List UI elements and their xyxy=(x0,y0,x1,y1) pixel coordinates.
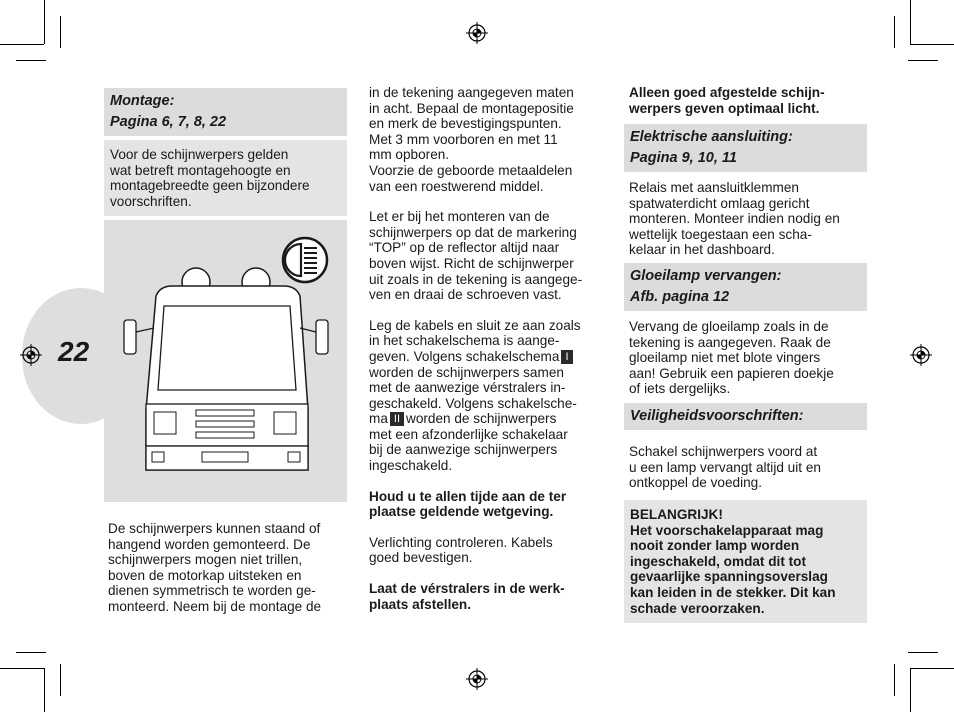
paragraph: Vervang de gloeilamp zoals in de tekening is aangegeven. Raak de gloeilamp niet met blote vingers aan! Gebruik een papieren doekje of iets dergelijks. xyxy=(629,319,834,397)
note-text: Voor de schijnwerpers gelden wat betreft montagehoogte en montagebreedte geen bijzondere voorschriften. xyxy=(110,147,310,209)
heading-text: Montage: Pagina 6, 7, 8, 22 xyxy=(110,93,227,130)
paragraph: Verlichting controleren. Kabels goed bevestigen. xyxy=(369,534,553,566)
crop-mark xyxy=(910,44,954,45)
crop-mark xyxy=(44,668,45,712)
paragraph: Relais met aansluitklemmen spatwaterdicht omlaag gericht monteren. Monteer indien nodig en wettelijk toegestaan een scha- kelaar in het dashboard. xyxy=(629,180,840,258)
crop-mark xyxy=(44,0,45,44)
paragraph-part: worden de schijnwerpers met een afzonderlijke schakelaar bij de aanwezige schijnwerpers ingeschakeld. xyxy=(369,411,568,474)
section-heading-montage xyxy=(104,88,347,136)
warning-title: BELANGRIJK! xyxy=(630,507,723,522)
registration-mark-icon xyxy=(466,668,488,690)
column-3-text xyxy=(629,319,874,397)
crop-mark xyxy=(910,668,954,669)
paragraph: Let er bij het monteren van de schijnwerpers op dat de markering “TOP” op de reflector altijd naar boven wijst. Richt de schijnwerper uit zoals in de tekening is aangege- ven en draai de schroeven vast. xyxy=(369,209,583,303)
section-heading-electrical xyxy=(624,124,867,172)
truck-illustration xyxy=(104,220,347,502)
column-3-text xyxy=(629,180,874,258)
column-3-intro xyxy=(629,85,874,116)
schema-chip: I xyxy=(561,350,572,364)
crop-mark xyxy=(894,664,895,696)
registration-mark-icon xyxy=(466,22,488,44)
section-heading-bulb xyxy=(624,263,867,311)
crop-mark xyxy=(60,16,61,48)
column-3-text xyxy=(629,444,874,491)
crop-mark xyxy=(894,16,895,48)
column-2 xyxy=(369,85,614,612)
schema-chip: II xyxy=(390,412,404,426)
paragraph: in de tekening aangegeven maten in acht. Bepaal de montagepositie en merk de bevestigingspunten. Met 3 mm voorboren en met 11 mm opboren. Voorzie de geboorde metaaldelen van een roestwerend middel. xyxy=(369,85,574,194)
high-beam-icon xyxy=(283,238,327,282)
paragraph-part: worden de schijnwerpers samen met de aanwezige vérstralers in- geschakeld. Volgens schakelsche- ma xyxy=(369,364,577,427)
crop-mark xyxy=(908,652,938,653)
column-1-bottom xyxy=(108,521,353,615)
paragraph-bold: Alleen goed afgestelde schijn- werpers geven optimaal licht. xyxy=(629,85,825,116)
crop-mark xyxy=(0,668,44,669)
crop-mark xyxy=(16,652,46,653)
warning-text: Het voorschakelapparaat mag nooit zonder lamp worden ingeschakeld, omdat dit tot gevaarlijke spanningsoverslag kan leiden in de stekker. Dit kan schade veroorzaken. xyxy=(630,522,836,616)
heading-text: Elektrische aansluiting: Pagina 9, 10, 11 xyxy=(630,129,793,166)
paragraph-part: Leg de kabels en sluit ze aan zoals in het schakelschema is aange- geven. Volgens schakelschema xyxy=(369,317,581,364)
crop-mark xyxy=(0,44,44,45)
note-box xyxy=(104,140,347,216)
crop-mark xyxy=(910,668,911,712)
crop-mark xyxy=(16,60,46,61)
paragraph: Schakel schijnwerpers voord at u een lamp vervangt altijd uit en ontkoppel de voeding. xyxy=(629,444,821,491)
page-number: 22 xyxy=(58,336,90,367)
crop-mark xyxy=(60,664,61,696)
crop-mark xyxy=(908,60,938,61)
truck-drawing xyxy=(104,220,347,502)
warning-box xyxy=(624,500,867,623)
registration-mark-icon xyxy=(910,344,932,366)
paragraph-wiring xyxy=(369,318,614,474)
paragraph: De schijnwerpers kunnen staand of hangend worden gemonteerd. De schijnwerpers mogen niet trillen, boven de motorkap uitsteken en dienen symmetrisch te worden ge- monteerd. Neem bij de montage de xyxy=(108,521,322,614)
registration-mark-icon xyxy=(20,344,42,366)
paragraph-bold: Houd u te allen tijde aan de ter plaatse geldende wetgeving. xyxy=(369,488,567,520)
heading-text: Gloeilamp vervangen: Afb. pagina 12 xyxy=(630,268,782,305)
paragraph-bold: Laat de vérstralers in de werk- plaats afstellen. xyxy=(369,581,565,612)
heading-text: Veiligheidsvoorschriften: xyxy=(630,408,804,424)
section-heading-safety xyxy=(624,403,867,430)
crop-mark xyxy=(910,0,911,44)
